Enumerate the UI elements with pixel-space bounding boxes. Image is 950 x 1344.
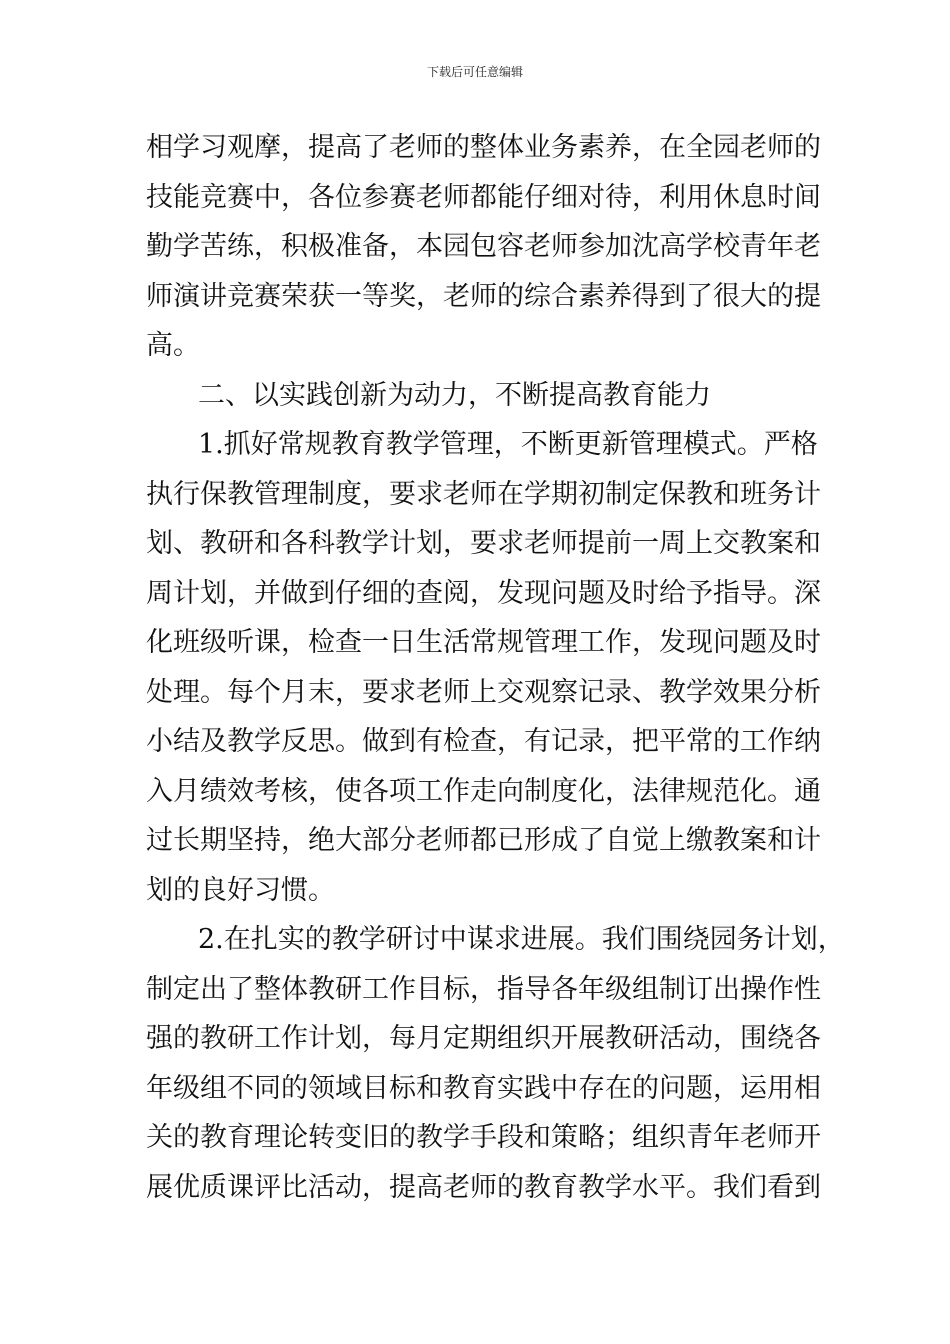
body-line: 划的良好习惯。 xyxy=(146,874,335,906)
body-line: 入月绩效考核，使各项工作走向制度化，法律规范化。通 xyxy=(146,775,821,807)
body-line: 1.抓好常规教育教学管理，不断更新管理模式。严格 xyxy=(198,429,818,460)
body-line: 展优质课评比活动，提高老师的教育教学水平。我们看到 xyxy=(146,1171,821,1203)
body-line: 执行保教管理制度，要求老师在学期初制定保教和班务计 xyxy=(146,478,821,510)
document-body xyxy=(146,123,845,1212)
body-line: 年级组不同的领域目标和教育实践中存在的问题，运用相 xyxy=(146,1072,821,1104)
page-header: 下载后可任意编辑 xyxy=(426,65,523,79)
body-line: 周计划，并做到仔细的查阅，发现问题及时给予指导。深 xyxy=(146,577,821,609)
body-line: 小结及教学反思。做到有检查，有记录，把平常的工作纳 xyxy=(146,726,821,757)
body-line: 过长期坚持，绝大部分老师都已形成了自觉上缴教案和计 xyxy=(146,825,821,856)
body-line: 制定出了整体教研工作目标，指导各年级组制订出操作性 xyxy=(146,973,821,1005)
body-line: 高。 xyxy=(146,330,200,361)
body-line: 化班级听课，检查一日生活常规管理工作，发现问题及时 xyxy=(146,627,821,658)
body-line: 师演讲竞赛荣获一等奖，老师的综合素养得到了很大的提 xyxy=(146,280,821,312)
body-line: 关的教育理论转变旧的教学手段和策略；组织青年老师开 xyxy=(146,1122,821,1153)
body-line: 相学习观摩，提高了老师的整体业务素养，在全园老师的 xyxy=(146,132,821,163)
section-heading: 二、以实践创新为动力，不断提高教育能力 xyxy=(198,379,711,411)
body-line: 2.在扎实的教学研讨中谋求进展。我们围绕园务计划， xyxy=(198,924,845,955)
body-line: 技能竞赛中，各位参赛老师都能仔细对待，利用休息时间 xyxy=(146,181,821,213)
body-line: 勤学苦练，积极准备，本园包容老师参加沈高学校青年老 xyxy=(146,231,821,262)
body-line: 处理。每个月末，要求老师上交观察记录、教学效果分析 xyxy=(146,676,821,708)
body-line: 划、教研和各科教学计划，要求老师提前一周上交教案和 xyxy=(146,528,821,559)
body-line: 强的教研工作计划，每月定期组织开展教研活动，围绕各 xyxy=(146,1023,821,1054)
